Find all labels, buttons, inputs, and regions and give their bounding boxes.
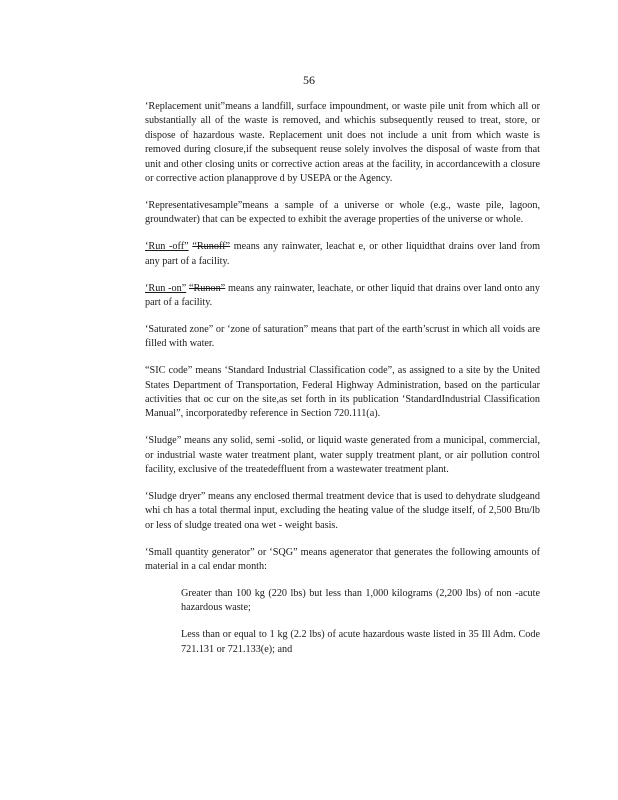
definition-text: means any rainwater, leachate, or other liquid that drains over land onto any part of a facility. xyxy=(145,282,540,308)
definition-sic-code: “SIC code” means ‘Standard Industrial Classification code”, as assigned to a site by the United States Department of Transportation, Federal Highway Administration, based on the particular activities that oc cur on the site,as set forth in its publication ‘StandardIndustrial Classification Manual”, incorporatedby reference in Section 720.111(a). xyxy=(145,365,540,420)
sqg-criterion-acute: Less than or equal to 1 kg (2.2 lbs) of acute hazardous waste listed in 35 Ill Adm. Code 721.131 or 721.133(e); and xyxy=(181,629,540,655)
document-body xyxy=(145,100,540,670)
definition-run-off xyxy=(145,240,540,269)
definition-text: means any rainwater, leachat e, or other liquidthat drains over land from any part of a facility. xyxy=(145,241,541,267)
definition-saturated-zone: ‘Saturated zone” or ‘zone of saturation” means that part of the earth’scrust in which all voids are filled with water. xyxy=(145,323,540,350)
definition-small-quantity-generator: ‘Small quantity generator” or ‘SQG” means agenerator that generates the following amounts of material in a cal endar month: xyxy=(145,546,540,573)
sqg-criterion-non-acute: Greater than 100 kg (220 lbs) but less than 1,000 kilograms (2,200 lbs) of non -acute hazardous waste; xyxy=(181,588,540,614)
definition-sludge-dryer: ‘Sludge dryer” means any enclosed thermal treatment device that is used to dehydrate sludgeand whi ch has a total thermal input, excluding the heating value of the sludge itself, of 2,500 Btu/lb or less of sludge treated ona wet - weight basis. xyxy=(145,491,540,531)
deleted-term: “Runoff” xyxy=(192,241,231,253)
deleted-term: “Runon” xyxy=(188,282,226,294)
page-number: 56 xyxy=(303,73,315,87)
definition-sludge: ‘Sludge” means any solid, semi -solid, or liquid waste generated from a municipal, commercial, or industrial waste water treatment plant, water supply treatment plant, or air pollution control facility, exclusive of the treatedeffluent from a wastewater treatment plant. xyxy=(145,435,540,476)
definition-run-on xyxy=(145,282,540,311)
inserted-term: ‘Run -on” xyxy=(145,282,187,294)
definition-representative-sample: ‘Representativesample”means a sample of a universe or whole (e.g., waste pile, lagoon, groundwater) that can be expected to exhibit the average properties of the universe or whole. xyxy=(145,199,540,226)
inserted-term: ‘Run -off” xyxy=(145,241,189,253)
definition-replacement-unit: ‘Replacement unit”means a landfill, surface impoundment, or waste pile unit from which all or substantially all of the waste is removed, and whichis subsequently reused to treat, store, or dispose of hazardous waste. Replacement unit does not include a unit from which waste is removed during closure,if the subsequent reuse solely involves the disposal of waste from that unit and other closing units or corrective action areas at the facility, in accordancewith a closure or corrective action planapprove d by USEPA or the Agency. xyxy=(145,101,540,185)
